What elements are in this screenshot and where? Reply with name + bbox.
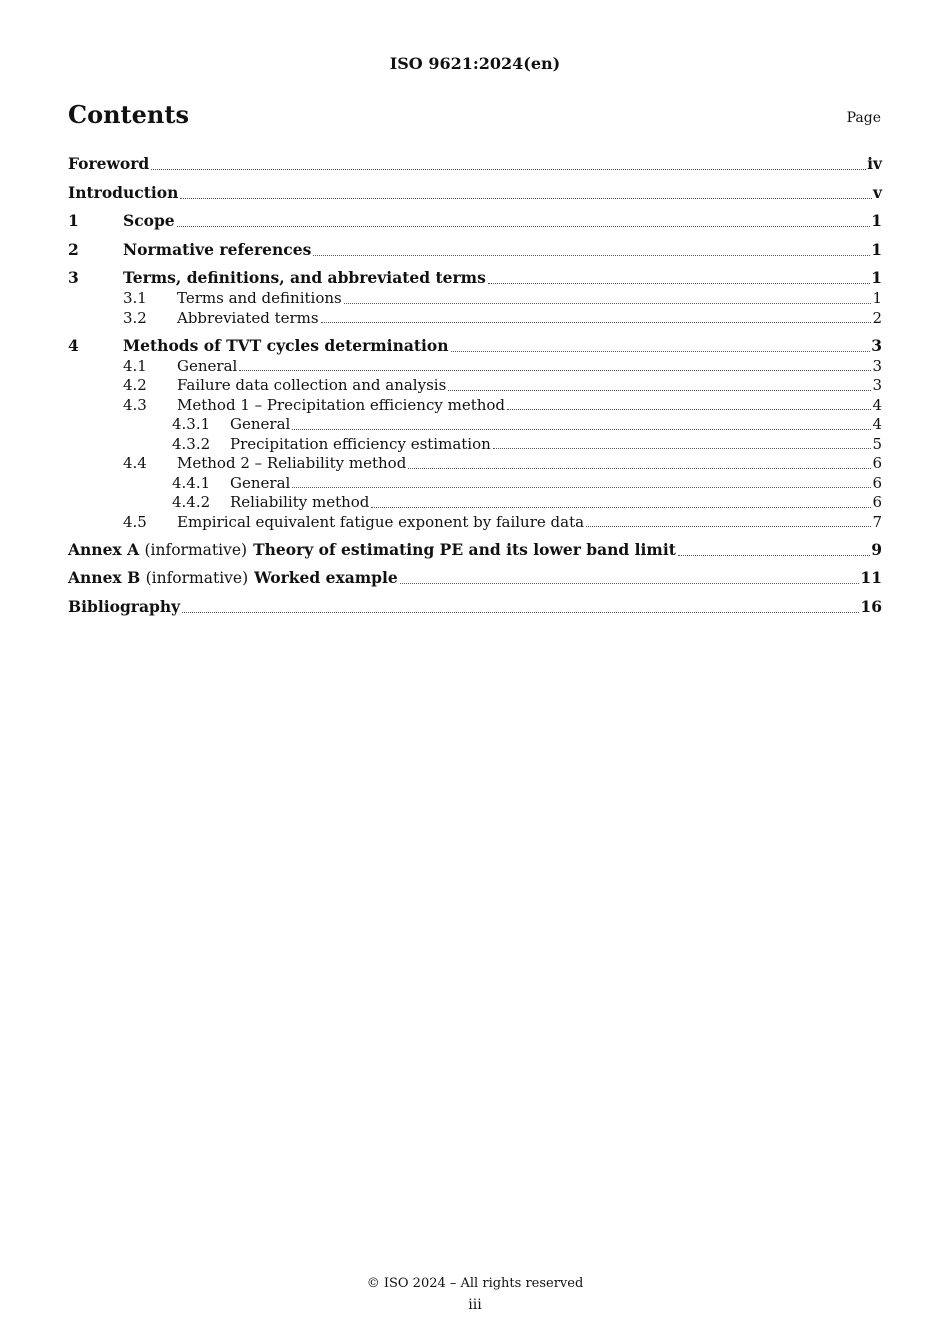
toc-entry-page: v (872, 182, 882, 202)
toc-entry-methods-tvt[interactable] (68, 335, 882, 357)
toc-entry-page: 1 (871, 239, 882, 259)
toc-entry-title: Methods of TVT cycles determination (123, 335, 449, 355)
toc-entry-title: General (230, 473, 291, 492)
dot-leader (239, 369, 871, 371)
toc-entry-page: 1 (872, 289, 882, 307)
toc-entry-page: 4 (872, 395, 882, 414)
toc-entry-page: 7 (872, 512, 882, 531)
toc-entry-method-2[interactable] (68, 454, 882, 474)
annex-id: Annex B (68, 568, 141, 587)
toc-entry-page: 3 (871, 335, 882, 355)
dot-leader (448, 389, 871, 391)
contents-heading: Contents (68, 100, 189, 129)
page-number: iii (468, 1297, 482, 1313)
toc-entry-bibliography[interactable] (68, 596, 882, 618)
toc-entry-title: Normative references (123, 239, 312, 259)
toc-entry-method-1[interactable] (68, 396, 882, 416)
toc-entry-foreword[interactable] (68, 153, 882, 175)
toc-entry-title: Failure data collection and analysis (177, 376, 447, 394)
toc-entry-annex-b[interactable] (68, 567, 882, 589)
toc-entry-number: 1 (68, 211, 79, 230)
annex-note: (informative) (144, 540, 248, 559)
page-column-label: Page (846, 110, 881, 126)
toc-entry-title: Terms and definitions (177, 289, 342, 307)
toc-entry-terms-definitions[interactable] (68, 267, 882, 289)
toc-entry-number: 3 (68, 268, 79, 287)
dot-leader (371, 506, 871, 508)
toc-entry-precipitation-efficiency-estimation[interactable] (68, 435, 882, 455)
toc-entry-title: Precipitation efficiency estimation (230, 434, 491, 453)
annex-id: Annex A (68, 539, 140, 559)
toc-entry-scope[interactable] (68, 210, 882, 232)
toc-entry-general[interactable] (68, 357, 882, 377)
dot-leader (507, 408, 871, 410)
toc-entry-number: 3.2 (123, 308, 147, 327)
toc-entry-title: Abbreviated terms (177, 308, 319, 327)
toc-entry-reliability-method[interactable] (68, 493, 882, 513)
toc-entry-page: 16 (860, 596, 882, 616)
toc-entry-page: 1 (871, 211, 882, 230)
toc-entry-number: 4.5 (123, 512, 147, 531)
toc-entry-page: 9 (871, 539, 882, 559)
toc-entry-number: 4.4.1 (172, 473, 211, 492)
toc-entry-title: Worked example (254, 568, 398, 587)
toc-entry-page: 6 (872, 493, 882, 511)
dot-leader (586, 525, 871, 527)
toc-entry-page: iv (867, 154, 882, 173)
toc-entry-number: 2 (68, 239, 79, 259)
toc-entry-method-1-general[interactable] (68, 415, 882, 435)
toc-entry-title: Method 1 – Precipitation efficiency method (177, 395, 506, 414)
toc-entry-normative-references[interactable] (68, 239, 882, 261)
toc-entry-title: Introduction (68, 182, 179, 202)
dot-leader (180, 197, 872, 199)
toc-entry-introduction[interactable] (68, 182, 882, 204)
dot-leader (400, 582, 860, 584)
dot-leader (488, 282, 870, 284)
toc-entry-method-2-general[interactable] (68, 474, 882, 494)
toc-entry-empirical-fatigue-exponent[interactable] (68, 513, 882, 533)
toc-entry-number: 4.1 (123, 356, 147, 375)
dot-leader (177, 225, 871, 227)
dot-leader (321, 321, 872, 323)
toc-entry-title: Bibliography (68, 596, 181, 616)
toc-entry-title: Reliability method (230, 493, 370, 511)
toc-entry-terms-and-definitions[interactable] (68, 289, 882, 309)
toc-entry-title: Method 2 – Reliability method (177, 454, 407, 472)
toc-entry-title: Empirical equivalent fatigue exponent by failure data (177, 512, 585, 531)
toc-entry-page: 3 (872, 356, 882, 375)
dot-leader (344, 302, 872, 304)
dot-leader (408, 467, 871, 469)
toc-entry-number: 4.3.2 (172, 434, 211, 453)
toc-entry-number: 4 (68, 335, 79, 355)
toc-entry-number: 4.3.1 (172, 415, 211, 433)
dot-leader (313, 254, 870, 256)
dot-leader (678, 554, 870, 556)
toc-entry-title: Foreword (68, 154, 150, 173)
dot-leader (182, 611, 859, 613)
toc-entry-title: General (177, 356, 238, 375)
dot-leader (292, 428, 871, 430)
toc-entry-annex-a[interactable] (68, 539, 882, 561)
dot-leader (292, 486, 871, 488)
toc-entry-number: 4.3 (123, 395, 147, 414)
toc-entry-page: 2 (872, 308, 882, 327)
toc-entry-number: 4.4 (123, 454, 147, 472)
document-id-header: ISO 9621:2024(en) (389, 54, 561, 73)
toc-entry-page: 3 (872, 376, 882, 394)
toc-entry-title: Scope (123, 211, 175, 230)
annex-note: (informative) (145, 569, 249, 587)
toc-entry-title: Theory of estimating PE and its lower band limit (253, 539, 676, 559)
table-of-contents (68, 153, 882, 618)
copyright-notice: © ISO 2024 – All rights reserved (366, 1276, 584, 1291)
toc-entry-page: 11 (860, 568, 882, 587)
toc-entry-number: 4.4.2 (172, 493, 211, 511)
toc-entry-failure-data[interactable] (68, 376, 882, 396)
dot-leader (451, 350, 871, 352)
toc-entry-title: General (230, 415, 291, 433)
toc-entry-page: 5 (872, 434, 882, 453)
toc-entry-page: 1 (871, 268, 882, 287)
toc-entry-number: 4.2 (123, 376, 147, 394)
toc-entry-page: 4 (872, 415, 882, 433)
toc-entry-page: 6 (872, 454, 882, 472)
toc-entry-number: 3.1 (123, 289, 147, 307)
toc-entry-page: 6 (872, 473, 882, 492)
dot-leader (151, 168, 866, 170)
dot-leader (493, 447, 872, 449)
toc-entry-title: Terms, definitions, and abbreviated terms (123, 268, 486, 287)
toc-entry-abbreviated-terms[interactable] (68, 309, 882, 329)
